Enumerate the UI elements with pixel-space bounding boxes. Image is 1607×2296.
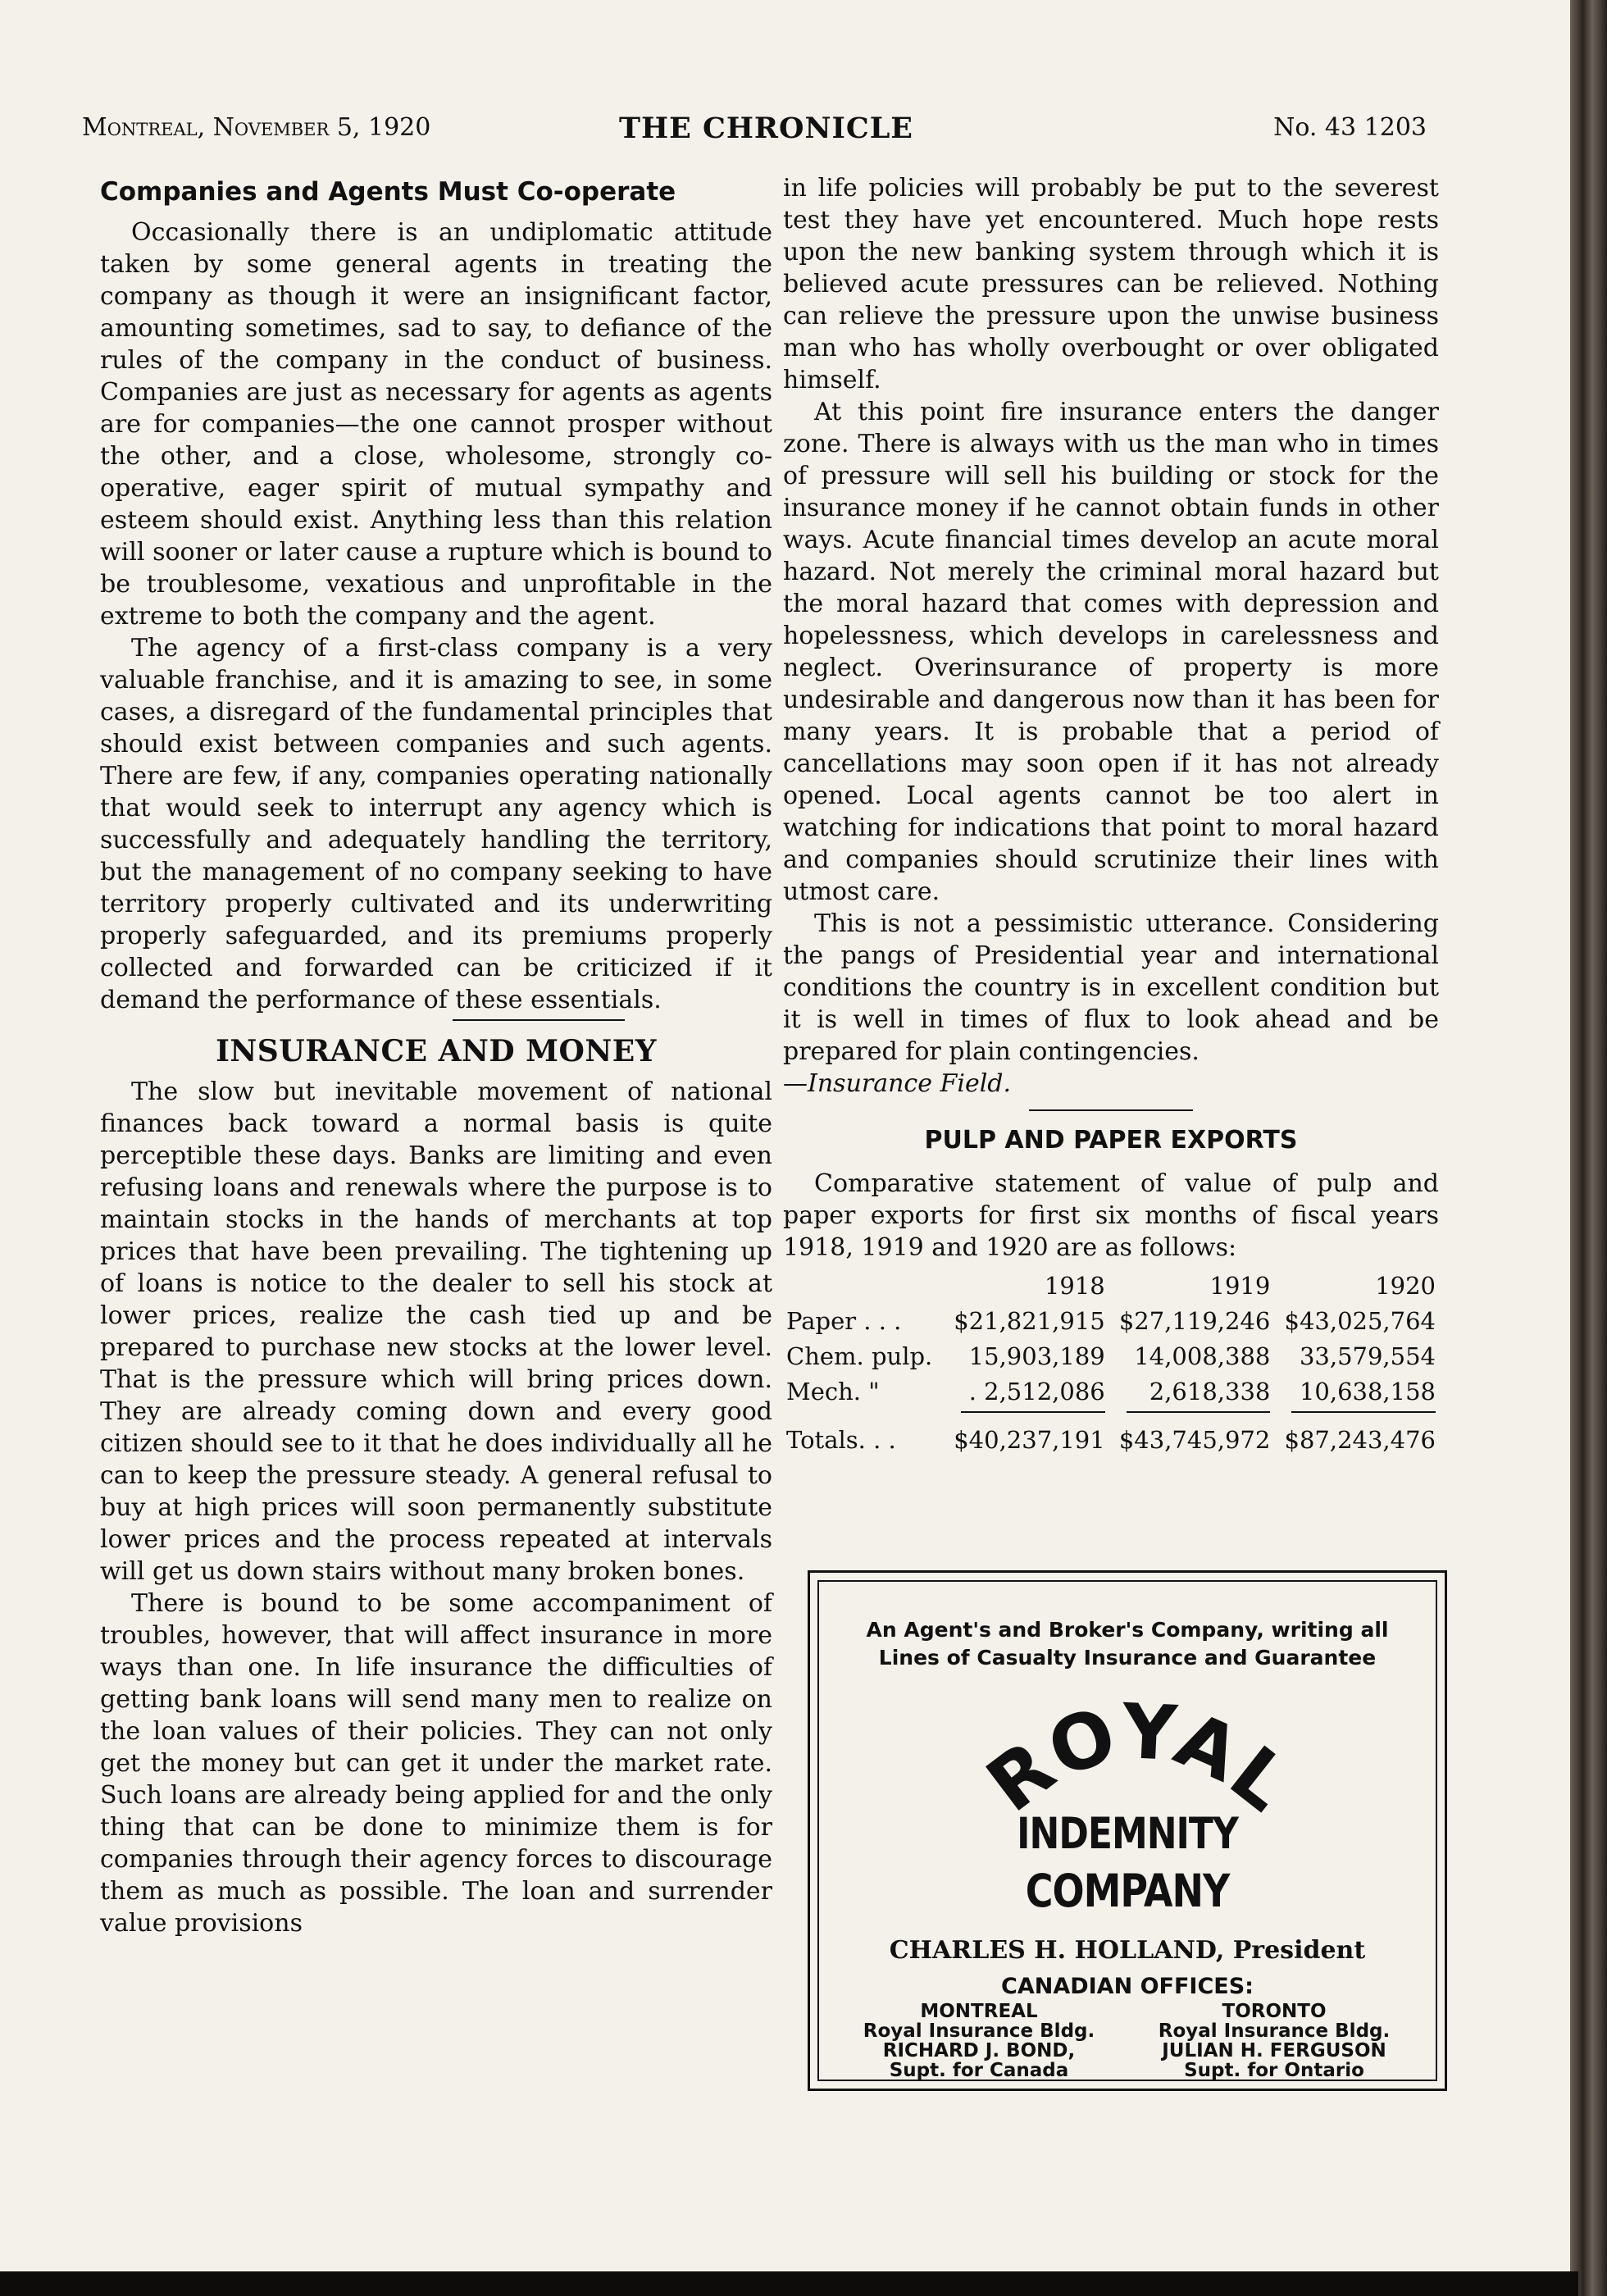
- office-city: TORONTO: [1222, 2001, 1327, 2022]
- office-city: MONTREAL: [920, 2001, 1038, 2022]
- office-person: RICHARD J. BOND,: [882, 2040, 1076, 2061]
- companies-article-title: Companies and Agents Must Co-operate: [100, 177, 676, 207]
- cell: $43,025,764: [1284, 1307, 1436, 1335]
- logo-word: ROYAL: [971, 1692, 1308, 1829]
- office-role: Supt. for Canada: [889, 2060, 1069, 2081]
- year-1920: 1920: [1375, 1272, 1436, 1300]
- cell: $27,119,246: [1118, 1307, 1271, 1335]
- toronto-office: [1139, 2002, 1409, 2080]
- right-column: [783, 172, 1439, 1458]
- montreal-office: [844, 2002, 1114, 2080]
- office-building: Royal Insurance Bldg.: [863, 2020, 1095, 2042]
- insurance-paragraph-5: This is not a pessimistic utterance. Considering the pangs of Presidential year and international conditions the country is in excellent condition but it is well in times of flux to look ahead and be prepared for plain contingencies.: [783, 909, 1439, 1066]
- companies-paragraph-1: Occasionally there is an undiplomatic attitude taken by some general agents in treating the company as though it were an insignificant factor, amounting sometimes, sad to say, to defiance of the rules of the company in the conduct of business. Companies are just as necessary for agents as agents are for companies—the one cannot prosper without the other, and a close, wholesome, strongly co-operative, eager spirit of mutual sympathy and esteem should exist. Anything less than this relation will sooner or later cause a rupture which is bound to be troublesome, vexatious and unprofitable in the extreme to both the company and the agent.: [100, 218, 772, 631]
- insurance-paragraph-3: in life policies will probably be put to the severest test they have yet encountered. Much hope rests upon the new banking system through which it is believed acute pressures can be relieved. Nothing can relieve the pressure upon the unwise business man who has wholly overbought or over obligated himself.: [783, 174, 1439, 394]
- cell: 14,008,388: [1134, 1342, 1271, 1370]
- office-role: Supt. for Ontario: [1184, 2060, 1364, 2081]
- ad-lead-line-1: An Agent's and Broker's Company, writing all: [866, 1618, 1389, 1642]
- cell: $40,237,191: [954, 1426, 1105, 1454]
- office-person: JULIAN H. FERGUSON: [1162, 2040, 1386, 2061]
- royal-indemnity-advertisement: [808, 1570, 1447, 2091]
- insurance-paragraph-4: At this point fire insurance enters the danger zone. There is always with us the man who in times of pressure will sell his building or stock for the insurance money if he cannot obtain funds in other ways. Acute financial times develop an acute moral hazard. Not merely the criminal moral hazard but the moral hazard that comes with depression and hopelessness, which develops in carelessness and neglect. Overinsurance of property is more undesirable and dangerous now than it has been for many years. It is probable that a period of cancellations may soon open if it has not already opened. Local agents cannot be too alert in watching for indications that point to moral hazard and companies should scrutinize their lines with utmost care.: [783, 398, 1439, 906]
- logo-indemnity: INDEMNITY: [1017, 1808, 1238, 1860]
- insurance-paragraph-2: There is bound to be some accompaniment of troubles, however, that will affect insurance in more ways than one. In life insurance the difficulties of getting bank loans will send many men to realize on the loan values of their policies. They can not only get the money but can get it under the market rate. Such loans are already being applied for and the only thing that can be done to minimize them is for companies through their agency forces to discourage them as much as possible. The loan and surrender value provisions: [100, 1589, 772, 1938]
- table-header-row: [783, 1269, 1439, 1304]
- cell: . 2,512,086: [968, 1378, 1105, 1405]
- totals-label: Totals. . .: [786, 1426, 896, 1454]
- ad-inner-border: [817, 1580, 1437, 2081]
- year-1918: 1918: [1044, 1272, 1105, 1300]
- issue-number: No. 43 1203: [1273, 113, 1427, 142]
- cell: $43,745,972: [1118, 1426, 1271, 1454]
- row-label: Mech. ": [786, 1378, 880, 1405]
- cell: $21,821,915: [954, 1307, 1105, 1335]
- exports-intro: Comparative statement of value of pulp and paper exports for first six months of fiscal years 1918, 1919 and 1920 are as follows:: [783, 1169, 1439, 1262]
- table-row: [783, 1304, 1439, 1339]
- section-divider: [453, 1019, 625, 1021]
- logo-company: COMPANY: [1025, 1864, 1230, 1918]
- article-source: —Insurance Field.: [783, 1069, 1012, 1098]
- exports-title: PULP AND PAPER EXPORTS: [924, 1126, 1298, 1155]
- table-row: [783, 1339, 1439, 1374]
- book-spine: [1570, 0, 1607, 2296]
- page-bottom-edge: [0, 2271, 1578, 2296]
- publication-title: THE CHRONICLE: [619, 112, 913, 145]
- offices-heading: CANADIAN OFFICES:: [1001, 1974, 1254, 1999]
- exports-table: [783, 1269, 1439, 1458]
- row-label: Chem. pulp.: [786, 1342, 933, 1370]
- table-row: [783, 1374, 1439, 1410]
- cell: 15,903,189: [968, 1342, 1105, 1370]
- cell: 2,618,338: [1149, 1378, 1271, 1405]
- cell: 33,579,554: [1299, 1342, 1436, 1370]
- cell: 10,638,158: [1299, 1378, 1436, 1405]
- dateline: Montreal, November 5, 1920: [82, 113, 431, 142]
- row-label: Paper . . .: [786, 1307, 902, 1335]
- year-1919: 1919: [1209, 1272, 1271, 1300]
- insurance-article-title: INSURANCE AND MONEY: [216, 1034, 657, 1068]
- page-header: [82, 113, 1427, 162]
- office-building: Royal Insurance Bldg.: [1158, 2020, 1391, 2042]
- section-divider: [1029, 1109, 1193, 1111]
- president-line: CHARLES H. HOLLAND, President: [889, 1936, 1366, 1965]
- ad-lead-line-2: Lines of Casualty Insurance and Guarantee: [878, 1646, 1377, 1670]
- left-column: [100, 176, 772, 1939]
- companies-paragraph-2: The agency of a first-class company is a very valuable franchise, and it is amazing to see, in some cases, a disregard of the fundamental principles that should exist between companies and such agents. There are few, if any, companies operating nationally that would seek to interrupt any agency which is successfully and adequately handling the territory, but the management of no company seeking to have territory properly cultivated and its underwriting properly safeguarded, and its premiums properly collected and forwarded can be criticized if it demand the performance of these essentials.: [100, 634, 772, 1014]
- ad-lead-text: [819, 1616, 1436, 1672]
- totals-row: [783, 1414, 1439, 1458]
- insurance-paragraph-1: The slow but inevitable movement of national finances back toward a normal basis is quite perceptible these days. Banks are limiting and even refusing loans and renewals where the purpose is to maintain stocks in the hands of merchants at top prices that have been prevailing. The tightening up of loans is notice to the dealer to sell his stock at lower prices, realize the cash tied up and be prepared to purchase new stocks at the lower level. That is the pressure which will bring prices down. They are already coming down and every good citizen should see to it that he does individually all he can to keep the pressure steady. A general refusal to buy at high prices will soon permanently substitute lower prices and the process repeated at intervals will get us down stairs without many broken bones.: [100, 1077, 772, 1586]
- cell: $87,243,476: [1284, 1426, 1436, 1454]
